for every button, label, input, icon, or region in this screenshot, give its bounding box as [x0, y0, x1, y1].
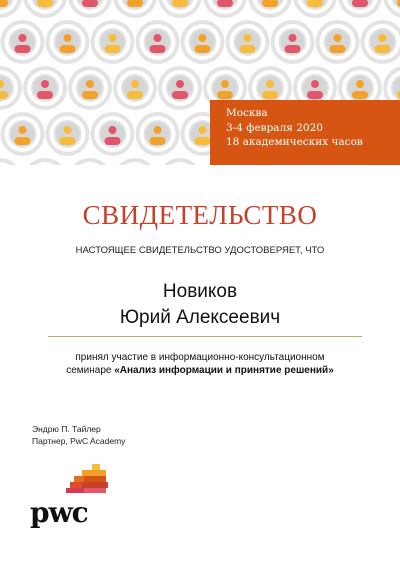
avatar-icon	[136, 20, 180, 64]
certificate-subtitle: НАСТОЯЩЕЕ СВИДЕТЕЛЬСТВО УДОСТОВЕРЯЕТ, ЧТО	[75, 245, 325, 256]
avatar-icon	[113, 66, 157, 110]
avatar-icon	[293, 0, 337, 18]
avatar-icon	[158, 0, 202, 18]
avatar-icon	[46, 112, 90, 156]
course-name: «Анализ информации и принятие решений»	[114, 365, 334, 376]
avatar-icon	[0, 66, 22, 110]
description-prefix: семинаре	[66, 365, 115, 376]
avatar-icon	[338, 0, 382, 18]
avatar-icon	[23, 0, 67, 18]
avatar-icon	[68, 158, 112, 165]
avatar-icon	[361, 20, 400, 64]
avatar-icon	[0, 0, 22, 18]
avatar-icon	[203, 0, 247, 18]
avatar-icon	[248, 0, 292, 18]
pwc-logo-text: pwc	[30, 496, 88, 529]
avatar-icon	[383, 0, 400, 18]
description-line-1: принял участие в информационно-консультационном	[75, 352, 325, 363]
description-line-2	[0, 364, 400, 377]
recipient-last-name: Новиков	[162, 281, 238, 302]
avatar-icon	[91, 20, 135, 64]
recipient-first-names: Юрий Алексеевич	[119, 307, 281, 328]
avatar-icon	[136, 112, 180, 156]
avatar-icon	[1, 112, 45, 156]
event-dates: 3-4 февраля 2020	[226, 121, 323, 134]
avatar-icon	[23, 66, 67, 110]
signer-block	[32, 424, 125, 447]
avatar-icon	[158, 66, 202, 110]
avatar-icon	[271, 20, 315, 64]
avatar-icon	[316, 20, 360, 64]
name-divider	[48, 336, 362, 337]
avatar-icon	[113, 158, 157, 165]
event-hours: 18 академических часов	[226, 136, 363, 148]
signer-name: Эндрю П. Тайлер	[32, 424, 101, 434]
avatar-icon	[1, 20, 45, 64]
certificate-description	[0, 351, 400, 377]
event-city: Москва	[226, 107, 268, 119]
avatar-icon	[158, 158, 202, 165]
avatar-icon	[226, 20, 270, 64]
avatar-icon	[23, 158, 67, 165]
signer-role: Партнер, PwC Academy	[32, 435, 126, 446]
avatar-icon	[113, 0, 157, 18]
avatar-icon	[181, 20, 225, 64]
event-info-box	[210, 100, 400, 165]
avatar-icon	[91, 112, 135, 156]
avatar-icon	[68, 0, 112, 18]
avatar-icon	[46, 20, 90, 64]
certificate-title: СВИДЕТЕЛЬСТВО	[82, 200, 318, 230]
avatar-icon	[68, 66, 112, 110]
avatar-icon	[0, 158, 22, 165]
